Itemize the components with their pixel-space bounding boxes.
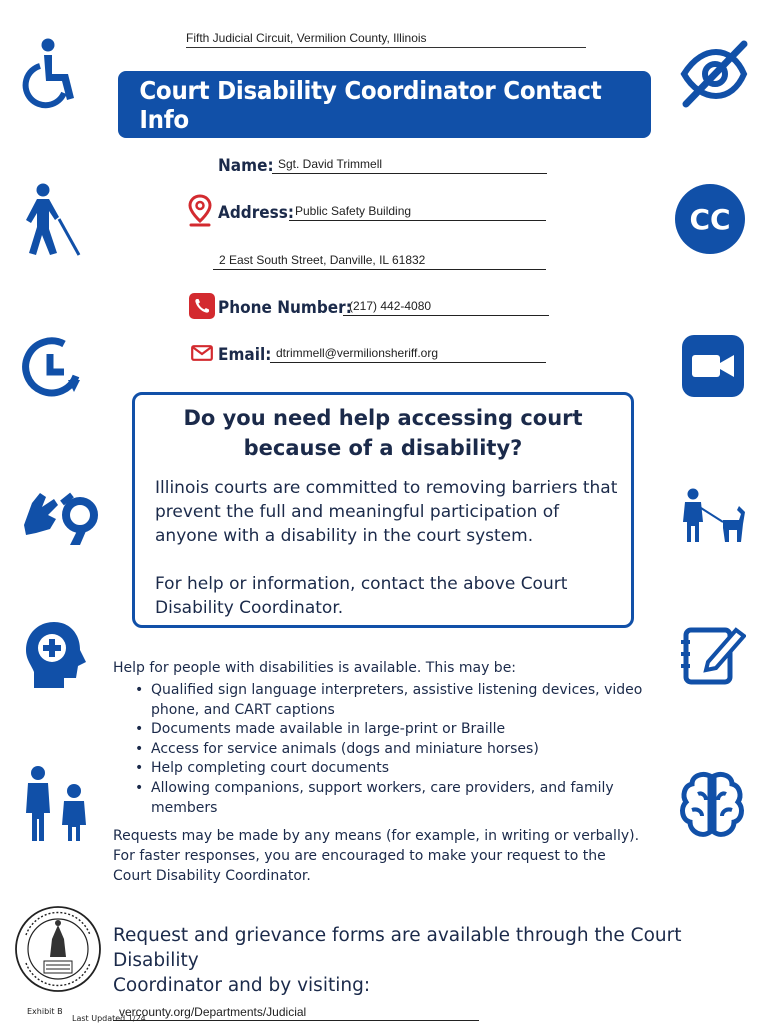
exhibit-label: Exhibit B: [27, 1007, 63, 1016]
blind-walker-icon: [25, 183, 83, 257]
service-dog-icon: [683, 488, 745, 544]
requests-text: [113, 826, 673, 886]
email-label: Email:: [218, 345, 272, 365]
address-line-1: Public Safety Building: [289, 203, 546, 221]
list-item: • Qualified sign language interpreters, assistive listening devices, video phone, and CART captions: [131, 681, 676, 720]
head-plus-icon: [24, 620, 90, 690]
people-icon: [24, 765, 92, 843]
list-item: • Allowing companions, support workers, care providers, and family members: [131, 779, 676, 818]
brain-icon: [678, 770, 746, 840]
forms-line-2: Coordinator and by visiting:: [113, 975, 371, 996]
circuit-line: Fifth Judicial Circuit, Vermilion County, Illinois: [186, 31, 586, 48]
phone-label: Phone Number:: [218, 298, 352, 318]
name-label: Name:: [218, 156, 274, 176]
location-pin-icon: [188, 194, 212, 228]
name-value: Sgt. David Trimmell: [272, 156, 547, 174]
sign-language-icon: [20, 485, 100, 547]
list-item: • Documents made available in large-print or Braille: [131, 720, 676, 740]
forms-text: [113, 923, 713, 1023]
cc-icon: [674, 183, 746, 255]
email-value: dtrimmell@vermilionsheriff.org: [270, 345, 546, 363]
page-title: Court Disability Coordinator Contact Info: [139, 75, 602, 134]
address-label: Address:: [218, 203, 295, 223]
requests-line-1: Requests may be made by any means (for example, in writing or verbally).: [113, 828, 640, 844]
phone-icon: [189, 293, 215, 319]
forms-line-1: Request and grievance forms are available through the Court Disability: [113, 925, 682, 971]
svg-text:CC: CC: [689, 203, 731, 236]
forms-url: vercounty.org/Departments/Judicial: [113, 1005, 479, 1021]
title-banner: [118, 71, 651, 138]
notepad-pen-icon: [680, 622, 746, 688]
envelope-icon: [191, 345, 213, 361]
eye-slash-icon: [678, 38, 750, 110]
video-camera-icon: [682, 335, 744, 397]
callout-paragraph-1: Illinois courts are committed to removing barriers that prevent the full and meaningful participation of anyone with a disability in the court system.: [155, 478, 618, 546]
address-line-2: 2 East South Street, Danville, IL 61832: [213, 252, 546, 270]
supreme-court-seal: [14, 905, 102, 993]
callout-paragraph-2: For help or information, contact the above Court Disability Coordinator.: [155, 574, 568, 618]
clock-icon: [20, 336, 84, 400]
requests-line-3: Court Disability Coordinator.: [113, 868, 311, 884]
help-list: [131, 681, 676, 818]
callout-question: Do you need help accessing court because of a disability?: [183, 406, 583, 460]
wheelchair-icon: [22, 38, 82, 110]
phone-value: (217) 442-4080: [343, 298, 549, 316]
requests-line-2: For faster responses, you are encouraged to make your request to the: [113, 848, 606, 864]
last-updated: Last Updated 1/24: [72, 1014, 146, 1023]
list-item: • Help completing court documents: [131, 759, 676, 779]
help-intro: Help for people with disabilities is available. This may be:: [113, 660, 517, 676]
list-item: • Access for service animals (dogs and miniature horses): [131, 740, 676, 760]
